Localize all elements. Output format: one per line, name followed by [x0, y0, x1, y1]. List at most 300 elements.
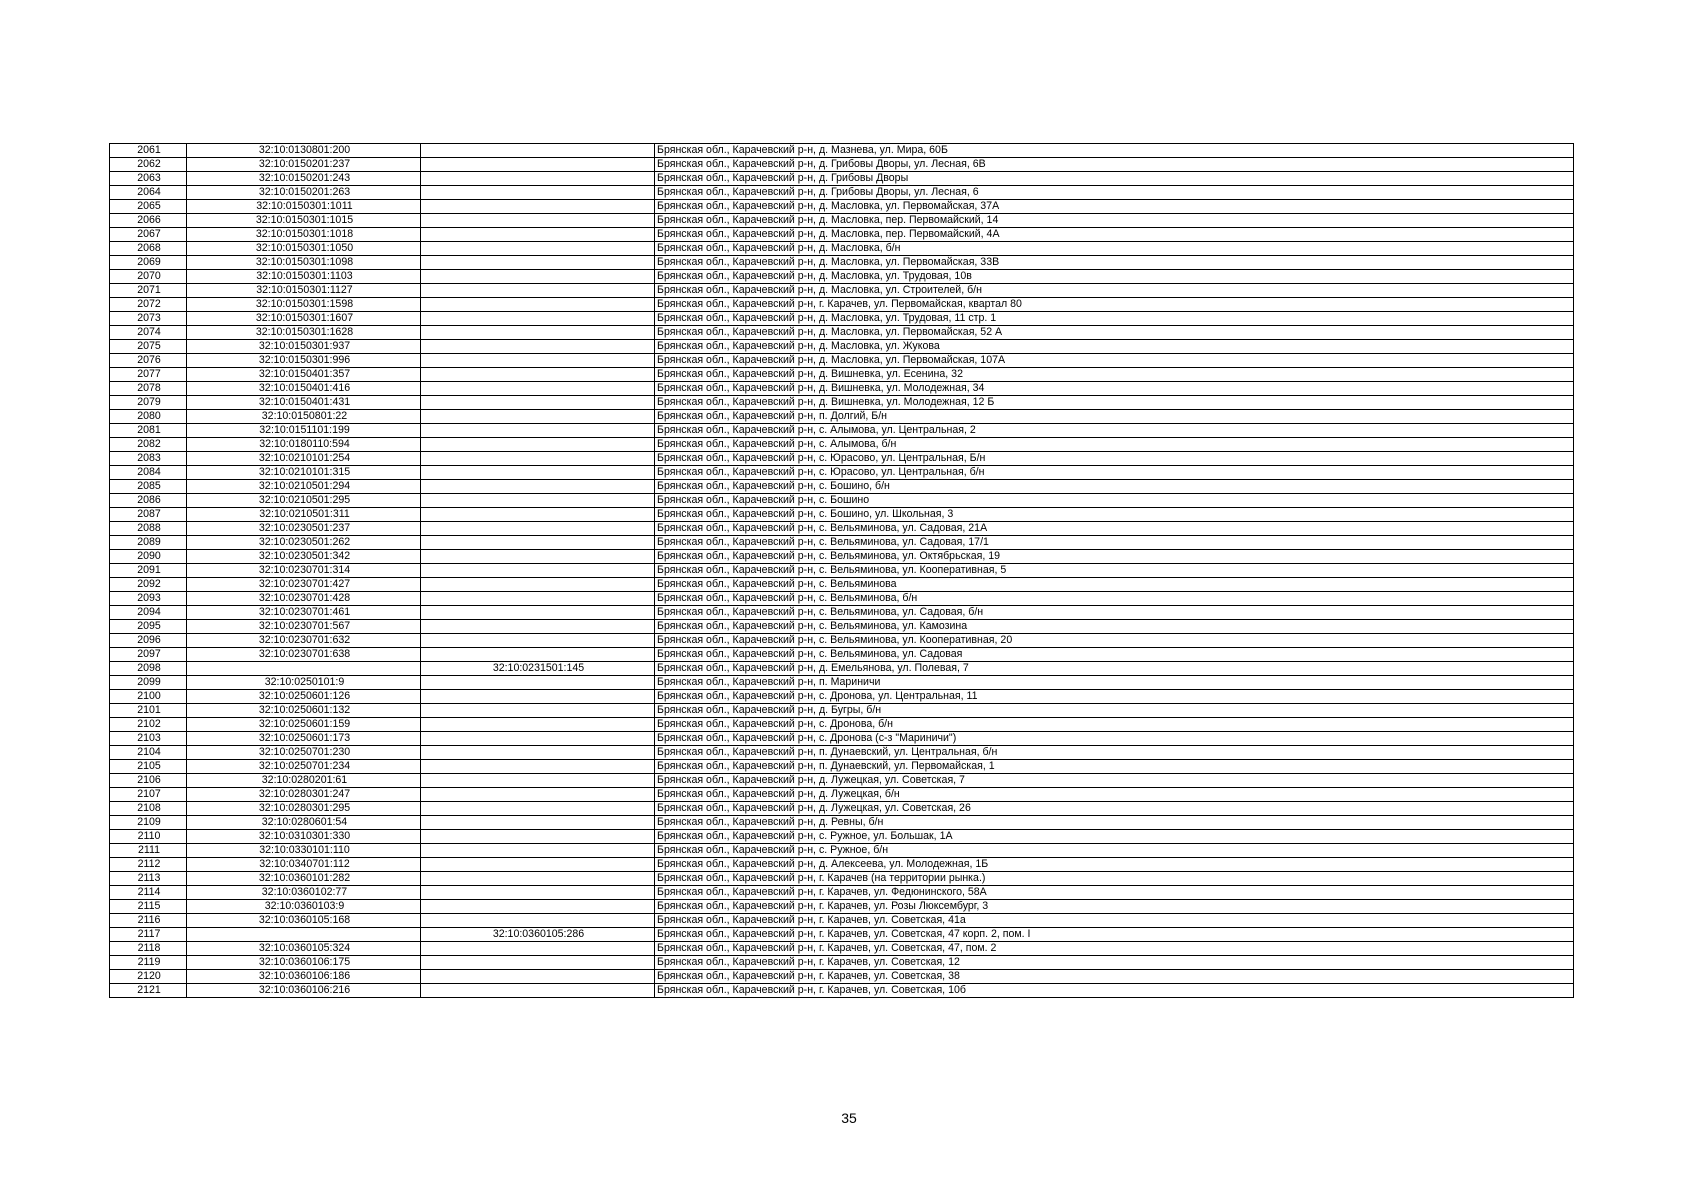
table-row	[110, 158, 1574, 172]
row-number-cell: 2070	[110, 270, 187, 284]
address-cell: Брянская обл., Карачевский р-н, д. Масловка, пер. Первомайский, 4А	[655, 228, 1574, 242]
cadastral-number-alt-cell	[421, 382, 655, 396]
cadastral-number-cell: 32:10:0150301:1127	[187, 284, 421, 298]
table-row	[110, 312, 1574, 326]
cadastral-number-alt-cell	[421, 732, 655, 746]
cadastral-number-alt-cell	[421, 676, 655, 690]
address-cell: Брянская обл., Карачевский р-н, д. Масловка, ул. Трудовая, 10в	[655, 270, 1574, 284]
cadastral-number-alt-cell	[421, 984, 655, 998]
cadastral-number-alt-cell	[421, 802, 655, 816]
address-cell: Брянская обл., Карачевский р-н, с. Вельяминова, ул. Октябрьская, 19	[655, 550, 1574, 564]
cadastral-number-alt-cell	[421, 704, 655, 718]
cadastral-number-alt-cell	[421, 508, 655, 522]
table-row	[110, 522, 1574, 536]
row-number-cell: 2094	[110, 606, 187, 620]
table-row	[110, 200, 1574, 214]
cadastral-number-alt-cell	[421, 970, 655, 984]
address-cell: Брянская обл., Карачевский р-н, д. Ревны, б/н	[655, 816, 1574, 830]
address-cell: Брянская обл., Карачевский р-н, г. Карачев (на территории рынка.)	[655, 872, 1574, 886]
cadastral-number-alt-cell	[421, 242, 655, 256]
address-cell: Брянская обл., Карачевский р-н, с. Вельяминова, ул. Садовая, 17/1	[655, 536, 1574, 550]
cadastral-number-alt-cell	[421, 298, 655, 312]
cadastral-number-alt-cell	[421, 326, 655, 340]
cadastral-number-alt-cell	[421, 592, 655, 606]
address-cell: Брянская обл., Карачевский р-н, с. Вельяминова, б/н	[655, 592, 1574, 606]
cadastral-number-cell: 32:10:0250601:159	[187, 718, 421, 732]
table-row	[110, 382, 1574, 396]
cadastral-number-cell: 32:10:0230501:262	[187, 536, 421, 550]
cadastral-number-alt-cell: 32:10:0360105:286	[421, 928, 655, 942]
address-cell: Брянская обл., Карачевский р-н, с. Юрасово, ул. Центральная, Б/н	[655, 452, 1574, 466]
row-number-cell: 2120	[110, 970, 187, 984]
table-row	[110, 480, 1574, 494]
cadastral-number-alt-cell	[421, 158, 655, 172]
row-number-cell: 2074	[110, 326, 187, 340]
row-number-cell: 2064	[110, 186, 187, 200]
address-cell: Брянская обл., Карачевский р-н, д. Лужецкая, ул. Советская, 26	[655, 802, 1574, 816]
row-number-cell: 2095	[110, 620, 187, 634]
cadastral-number-alt-cell	[421, 746, 655, 760]
table-row	[110, 774, 1574, 788]
cadastral-number-cell: 32:10:0150301:996	[187, 354, 421, 368]
row-number-cell: 2096	[110, 634, 187, 648]
table-row	[110, 326, 1574, 340]
cadastral-number-cell: 32:10:0150401:431	[187, 396, 421, 410]
row-number-cell: 2067	[110, 228, 187, 242]
table-row	[110, 508, 1574, 522]
row-number-cell: 2082	[110, 438, 187, 452]
cadastral-number-cell: 32:10:0210501:294	[187, 480, 421, 494]
cadastral-number-cell: 32:10:0150301:1098	[187, 256, 421, 270]
cadastral-number-cell: 32:10:0230701:567	[187, 620, 421, 634]
cadastral-number-cell: 32:10:0230501:237	[187, 522, 421, 536]
cadastral-number-cell: 32:10:0150801:22	[187, 410, 421, 424]
table-row	[110, 914, 1574, 928]
cadastral-number-cell: 32:10:0210501:311	[187, 508, 421, 522]
table-row	[110, 690, 1574, 704]
table-row	[110, 256, 1574, 270]
cadastral-number-cell: 32:10:0150201:243	[187, 172, 421, 186]
row-number-cell: 2112	[110, 858, 187, 872]
cadastral-number-alt-cell	[421, 578, 655, 592]
table-row	[110, 746, 1574, 760]
cadastral-number-cell: 32:10:0130801:200	[187, 144, 421, 158]
cadastral-number-cell: 32:10:0210101:254	[187, 452, 421, 466]
cadastral-number-alt-cell	[421, 942, 655, 956]
row-number-cell: 2103	[110, 732, 187, 746]
address-cell: Брянская обл., Карачевский р-н, д. Алексеева, ул. Молодежная, 1Б	[655, 858, 1574, 872]
cadastral-number-cell	[187, 928, 421, 942]
cadastral-number-cell: 32:10:0360106:216	[187, 984, 421, 998]
cadastral-number-alt-cell	[421, 480, 655, 494]
row-number-cell: 2089	[110, 536, 187, 550]
cadastral-number-alt-cell	[421, 368, 655, 382]
row-number-cell: 2104	[110, 746, 187, 760]
table-row	[110, 270, 1574, 284]
cadastral-number-cell: 32:10:0280201:61	[187, 774, 421, 788]
row-number-cell: 2086	[110, 494, 187, 508]
row-number-cell: 2080	[110, 410, 187, 424]
cadastral-number-cell: 32:10:0360102:77	[187, 886, 421, 900]
address-cell: Брянская обл., Карачевский р-н, с. Бошино, ул. Школьная, 3	[655, 508, 1574, 522]
address-cell: Брянская обл., Карачевский р-н, г. Карачев, ул. Федюнинского, 58А	[655, 886, 1574, 900]
table-row	[110, 620, 1574, 634]
table-row	[110, 592, 1574, 606]
cadastral-number-cell	[187, 662, 421, 676]
cadastral-number-alt-cell	[421, 634, 655, 648]
cadastral-number-alt-cell	[421, 648, 655, 662]
table-row	[110, 942, 1574, 956]
cadastral-number-cell: 32:10:0150401:357	[187, 368, 421, 382]
row-number-cell: 2113	[110, 872, 187, 886]
cadastral-number-cell: 32:10:0150301:1598	[187, 298, 421, 312]
cadastral-number-alt-cell	[421, 396, 655, 410]
cadastral-number-cell: 32:10:0360106:186	[187, 970, 421, 984]
cadastral-number-cell: 32:10:0150301:1011	[187, 200, 421, 214]
table-row	[110, 872, 1574, 886]
row-number-cell: 2110	[110, 830, 187, 844]
address-cell: Брянская обл., Карачевский р-н, п. Дунаевский, ул. Первомайская, 1	[655, 760, 1574, 774]
row-number-cell: 2085	[110, 480, 187, 494]
cadastral-number-cell: 32:10:0150401:416	[187, 382, 421, 396]
row-number-cell: 2072	[110, 298, 187, 312]
cadastral-number-cell: 32:10:0330101:110	[187, 844, 421, 858]
row-number-cell: 2087	[110, 508, 187, 522]
cadastral-number-alt-cell	[421, 900, 655, 914]
row-number-cell: 2090	[110, 550, 187, 564]
cadastral-number-alt-cell	[421, 858, 655, 872]
cadastral-number-cell: 32:10:0150201:263	[187, 186, 421, 200]
address-cell: Брянская обл., Карачевский р-н, д. Лужецкая, б/н	[655, 788, 1574, 802]
table-row	[110, 844, 1574, 858]
address-cell: Брянская обл., Карачевский р-н, г. Карачев, ул. Советская, 41а	[655, 914, 1574, 928]
cadastral-number-alt-cell	[421, 620, 655, 634]
table-row	[110, 242, 1574, 256]
row-number-cell: 2114	[110, 886, 187, 900]
cadastral-number-alt-cell	[421, 886, 655, 900]
address-cell: Брянская обл., Карачевский р-н, д. Мазнева, ул. Мира, 60Б	[655, 144, 1574, 158]
table-row	[110, 704, 1574, 718]
cadastral-number-alt-cell	[421, 144, 655, 158]
cadastral-number-cell: 32:10:0280301:247	[187, 788, 421, 802]
row-number-cell: 2065	[110, 200, 187, 214]
cadastral-number-cell: 32:10:0210101:315	[187, 466, 421, 480]
row-number-cell: 2107	[110, 788, 187, 802]
row-number-cell: 2061	[110, 144, 187, 158]
table-row	[110, 676, 1574, 690]
address-cell: Брянская обл., Карачевский р-н, с. Вельяминова, ул. Садовая, б/н	[655, 606, 1574, 620]
row-number-cell: 2076	[110, 354, 187, 368]
table-body	[110, 144, 1574, 998]
address-cell: Брянская обл., Карачевский р-н, г. Карачев, ул. Советская, 38	[655, 970, 1574, 984]
table-row	[110, 858, 1574, 872]
cadastral-number-alt-cell	[421, 550, 655, 564]
cadastral-number-alt-cell	[421, 816, 655, 830]
table-row	[110, 298, 1574, 312]
row-number-cell: 2063	[110, 172, 187, 186]
property-registry-table	[109, 143, 1574, 998]
address-cell: Брянская обл., Карачевский р-н, д. Грибовы Дворы	[655, 172, 1574, 186]
row-number-cell: 2121	[110, 984, 187, 998]
cadastral-number-alt-cell	[421, 284, 655, 298]
cadastral-number-alt-cell	[421, 788, 655, 802]
cadastral-number-alt-cell	[421, 830, 655, 844]
cadastral-number-cell: 32:10:0230701:632	[187, 634, 421, 648]
cadastral-number-alt-cell	[421, 606, 655, 620]
row-number-cell: 2097	[110, 648, 187, 662]
cadastral-number-cell: 32:10:0250601:173	[187, 732, 421, 746]
row-number-cell: 2091	[110, 564, 187, 578]
address-cell: Брянская обл., Карачевский р-н, д. Масловка, ул. Первомайская, 33В	[655, 256, 1574, 270]
address-cell: Брянская обл., Карачевский р-н, д. Масловка, ул. Жукова	[655, 340, 1574, 354]
address-cell: Брянская обл., Карачевский р-н, г. Карачев, ул. Советская, 12	[655, 956, 1574, 970]
row-number-cell: 2108	[110, 802, 187, 816]
cadastral-number-cell: 32:10:0150201:237	[187, 158, 421, 172]
address-cell: Брянская обл., Карачевский р-н, с. Ружное, ул. Большак, 1А	[655, 830, 1574, 844]
cadastral-number-alt-cell	[421, 564, 655, 578]
table-row	[110, 452, 1574, 466]
row-number-cell: 2083	[110, 452, 187, 466]
cadastral-number-cell: 32:10:0210501:295	[187, 494, 421, 508]
cadastral-number-cell: 32:10:0360101:282	[187, 872, 421, 886]
address-cell: Брянская обл., Карачевский р-н, с. Дронова, ул. Центральная, 11	[655, 690, 1574, 704]
cadastral-number-alt-cell	[421, 214, 655, 228]
cadastral-number-cell: 32:10:0180110:594	[187, 438, 421, 452]
row-number-cell: 2116	[110, 914, 187, 928]
cadastral-number-cell: 32:10:0360105:324	[187, 942, 421, 956]
cadastral-number-cell: 32:10:0151101:199	[187, 424, 421, 438]
address-cell: Брянская обл., Карачевский р-н, г. Карачев, ул. Советская, 47, пом. 2	[655, 942, 1574, 956]
cadastral-number-cell: 32:10:0150301:1628	[187, 326, 421, 340]
table-row	[110, 718, 1574, 732]
address-cell: Брянская обл., Карачевский р-н, д. Масловка, б/н	[655, 242, 1574, 256]
row-number-cell: 2117	[110, 928, 187, 942]
table-row	[110, 466, 1574, 480]
cadastral-number-alt-cell	[421, 872, 655, 886]
row-number-cell: 2062	[110, 158, 187, 172]
table-row	[110, 970, 1574, 984]
table-row	[110, 606, 1574, 620]
address-cell: Брянская обл., Карачевский р-н, с. Вельяминова	[655, 578, 1574, 592]
cadastral-number-alt-cell	[421, 438, 655, 452]
cadastral-number-cell: 32:10:0250601:132	[187, 704, 421, 718]
row-number-cell: 2084	[110, 466, 187, 480]
cadastral-number-alt-cell	[421, 774, 655, 788]
table-row	[110, 900, 1574, 914]
row-number-cell: 2078	[110, 382, 187, 396]
cadastral-number-alt-cell	[421, 494, 655, 508]
cadastral-number-alt-cell	[421, 172, 655, 186]
address-cell: Брянская обл., Карачевский р-н, д. Емельянова, ул. Полевая, 7	[655, 662, 1574, 676]
cadastral-number-cell: 32:10:0230701:314	[187, 564, 421, 578]
table-row	[110, 550, 1574, 564]
row-number-cell: 2119	[110, 956, 187, 970]
address-cell: Брянская обл., Карачевский р-н, п. Долгий, Б/н	[655, 410, 1574, 424]
table-row	[110, 340, 1574, 354]
cadastral-number-cell: 32:10:0250601:126	[187, 690, 421, 704]
address-cell: Брянская обл., Карачевский р-н, д. Масловка, ул. Трудовая, 11 стр. 1	[655, 312, 1574, 326]
table-row	[110, 214, 1574, 228]
cadastral-number-cell: 32:10:0230701:461	[187, 606, 421, 620]
cadastral-number-cell: 32:10:0150301:1015	[187, 214, 421, 228]
cadastral-number-cell: 32:10:0230701:428	[187, 592, 421, 606]
table-row	[110, 354, 1574, 368]
row-number-cell: 2099	[110, 676, 187, 690]
cadastral-number-cell: 32:10:0360105:168	[187, 914, 421, 928]
address-cell: Брянская обл., Карачевский р-н, с. Дронова (с-з "Мариничи")	[655, 732, 1574, 746]
cadastral-number-cell: 32:10:0280601:54	[187, 816, 421, 830]
address-cell: Брянская обл., Карачевский р-н, с. Вельяминова, ул. Кооперативная, 5	[655, 564, 1574, 578]
table-row	[110, 732, 1574, 746]
cadastral-number-alt-cell	[421, 956, 655, 970]
table-row	[110, 634, 1574, 648]
row-number-cell: 2075	[110, 340, 187, 354]
cadastral-number-cell: 32:10:0250701:234	[187, 760, 421, 774]
address-cell: Брянская обл., Карачевский р-н, с. Алымова, б/н	[655, 438, 1574, 452]
row-number-cell: 2081	[110, 424, 187, 438]
address-cell: Брянская обл., Карачевский р-н, д. Грибовы Дворы, ул. Лесная, 6В	[655, 158, 1574, 172]
cadastral-number-alt-cell	[421, 340, 655, 354]
cadastral-number-alt-cell	[421, 844, 655, 858]
cadastral-number-cell: 32:10:0340701:112	[187, 858, 421, 872]
table-row	[110, 886, 1574, 900]
row-number-cell: 2115	[110, 900, 187, 914]
address-cell: Брянская обл., Карачевский р-н, д. Масловка, пер. Первомайский, 14	[655, 214, 1574, 228]
cadastral-number-alt-cell	[421, 466, 655, 480]
row-number-cell: 2102	[110, 718, 187, 732]
table-row	[110, 368, 1574, 382]
table-row	[110, 760, 1574, 774]
row-number-cell: 2066	[110, 214, 187, 228]
cadastral-number-cell: 32:10:0150301:1018	[187, 228, 421, 242]
address-cell: Брянская обл., Карачевский р-н, д. Вишневка, ул. Есенина, 32	[655, 368, 1574, 382]
cadastral-number-alt-cell	[421, 312, 655, 326]
cadastral-number-cell: 32:10:0150301:1050	[187, 242, 421, 256]
row-number-cell: 2118	[110, 942, 187, 956]
table-row	[110, 144, 1574, 158]
cadastral-number-alt-cell	[421, 200, 655, 214]
address-cell: Брянская обл., Карачевский р-н, с. Бошино	[655, 494, 1574, 508]
row-number-cell: 2088	[110, 522, 187, 536]
row-number-cell: 2093	[110, 592, 187, 606]
row-number-cell: 2105	[110, 760, 187, 774]
row-number-cell: 2079	[110, 396, 187, 410]
address-cell: Брянская обл., Карачевский р-н, с. Ружное, б/н	[655, 844, 1574, 858]
table-row	[110, 816, 1574, 830]
cadastral-number-cell: 32:10:0280301:295	[187, 802, 421, 816]
table-row	[110, 396, 1574, 410]
cadastral-number-cell: 32:10:0230501:342	[187, 550, 421, 564]
row-number-cell: 2092	[110, 578, 187, 592]
address-cell: Брянская обл., Карачевский р-н, д. Грибовы Дворы, ул. Лесная, 6	[655, 186, 1574, 200]
table-row	[110, 984, 1574, 998]
table-row	[110, 494, 1574, 508]
cadastral-number-cell: 32:10:0150301:937	[187, 340, 421, 354]
table-row	[110, 186, 1574, 200]
cadastral-number-alt-cell	[421, 522, 655, 536]
address-cell: Брянская обл., Карачевский р-н, с. Вельяминова, ул. Садовая, 21А	[655, 522, 1574, 536]
address-cell: Брянская обл., Карачевский р-н, г. Карачев, ул. Советская, 10б	[655, 984, 1574, 998]
cadastral-number-cell: 32:10:0230701:638	[187, 648, 421, 662]
table-row	[110, 788, 1574, 802]
address-cell: Брянская обл., Карачевский р-н, д. Масловка, ул. Первомайская, 107А	[655, 354, 1574, 368]
cadastral-number-alt-cell	[421, 270, 655, 284]
table-row	[110, 284, 1574, 298]
table-row	[110, 410, 1574, 424]
row-number-cell: 2098	[110, 662, 187, 676]
table-row	[110, 564, 1574, 578]
table-row	[110, 228, 1574, 242]
address-cell: Брянская обл., Карачевский р-н, с. Вельяминова, ул. Садовая	[655, 648, 1574, 662]
address-cell: Брянская обл., Карачевский р-н, д. Масловка, ул. Строителей, б/н	[655, 284, 1574, 298]
cadastral-number-alt-cell: 32:10:0231501:145	[421, 662, 655, 676]
table-row	[110, 424, 1574, 438]
cadastral-number-alt-cell	[421, 354, 655, 368]
cadastral-number-alt-cell	[421, 718, 655, 732]
table-row	[110, 578, 1574, 592]
row-number-cell: 2068	[110, 242, 187, 256]
address-cell: Брянская обл., Карачевский р-н, с. Дронова, б/н	[655, 718, 1574, 732]
address-cell: Брянская обл., Карачевский р-н, д. Лужецкая, ул. Советская, 7	[655, 774, 1574, 788]
address-cell: Брянская обл., Карачевский р-н, г. Карачев, ул. Первомайская, квартал 80	[655, 298, 1574, 312]
cadastral-number-cell: 32:10:0360106:175	[187, 956, 421, 970]
address-cell: Брянская обл., Карачевский р-н, д. Вишневка, ул. Молодежная, 12 Б	[655, 396, 1574, 410]
table-row	[110, 438, 1574, 452]
cadastral-number-cell: 32:10:0310301:330	[187, 830, 421, 844]
address-cell: Брянская обл., Карачевский р-н, д. Масловка, ул. Первомайская, 52 А	[655, 326, 1574, 340]
row-number-cell: 2073	[110, 312, 187, 326]
address-cell: Брянская обл., Карачевский р-н, с. Вельяминова, ул. Камозина	[655, 620, 1574, 634]
table-row	[110, 662, 1574, 676]
table-row	[110, 536, 1574, 550]
table-row	[110, 648, 1574, 662]
address-cell: Брянская обл., Карачевский р-н, д. Бугры, б/н	[655, 704, 1574, 718]
address-cell: Брянская обл., Карачевский р-н, п. Дунаевский, ул. Центральная, б/н	[655, 746, 1574, 760]
address-cell: Брянская обл., Карачевский р-н, с. Вельяминова, ул. Кооперативная, 20	[655, 634, 1574, 648]
cadastral-number-alt-cell	[421, 536, 655, 550]
cadastral-number-alt-cell	[421, 690, 655, 704]
address-cell: Брянская обл., Карачевский р-н, с. Юрасово, ул. Центральная, б/н	[655, 466, 1574, 480]
cadastral-number-cell: 32:10:0230701:427	[187, 578, 421, 592]
address-cell: Брянская обл., Карачевский р-н, г. Карачев, ул. Советская, 47 корп. 2, пом. I	[655, 928, 1574, 942]
row-number-cell: 2101	[110, 704, 187, 718]
cadastral-number-alt-cell	[421, 228, 655, 242]
cadastral-number-cell: 32:10:0250701:230	[187, 746, 421, 760]
row-number-cell: 2071	[110, 284, 187, 298]
cadastral-number-cell: 32:10:0150301:1607	[187, 312, 421, 326]
table-row	[110, 172, 1574, 186]
cadastral-number-alt-cell	[421, 410, 655, 424]
table-row	[110, 928, 1574, 942]
row-number-cell: 2069	[110, 256, 187, 270]
cadastral-number-alt-cell	[421, 452, 655, 466]
row-number-cell: 2111	[110, 844, 187, 858]
cadastral-number-alt-cell	[421, 424, 655, 438]
address-cell: Брянская обл., Карачевский р-н, г. Карачев, ул. Розы Люксембург, 3	[655, 900, 1574, 914]
address-cell: Брянская обл., Карачевский р-н, д. Вишневка, ул. Молодежная, 34	[655, 382, 1574, 396]
cadastral-number-alt-cell	[421, 914, 655, 928]
table-row	[110, 802, 1574, 816]
row-number-cell: 2109	[110, 816, 187, 830]
table-row	[110, 956, 1574, 970]
address-cell: Брянская обл., Карачевский р-н, с. Алымова, ул. Центральная, 2	[655, 424, 1574, 438]
cadastral-number-alt-cell	[421, 760, 655, 774]
cadastral-number-cell: 32:10:0250101:9	[187, 676, 421, 690]
row-number-cell: 2077	[110, 368, 187, 382]
cadastral-number-cell: 32:10:0360103:9	[187, 900, 421, 914]
address-cell: Брянская обл., Карачевский р-н, п. Мариничи	[655, 676, 1574, 690]
cadastral-number-alt-cell	[421, 256, 655, 270]
